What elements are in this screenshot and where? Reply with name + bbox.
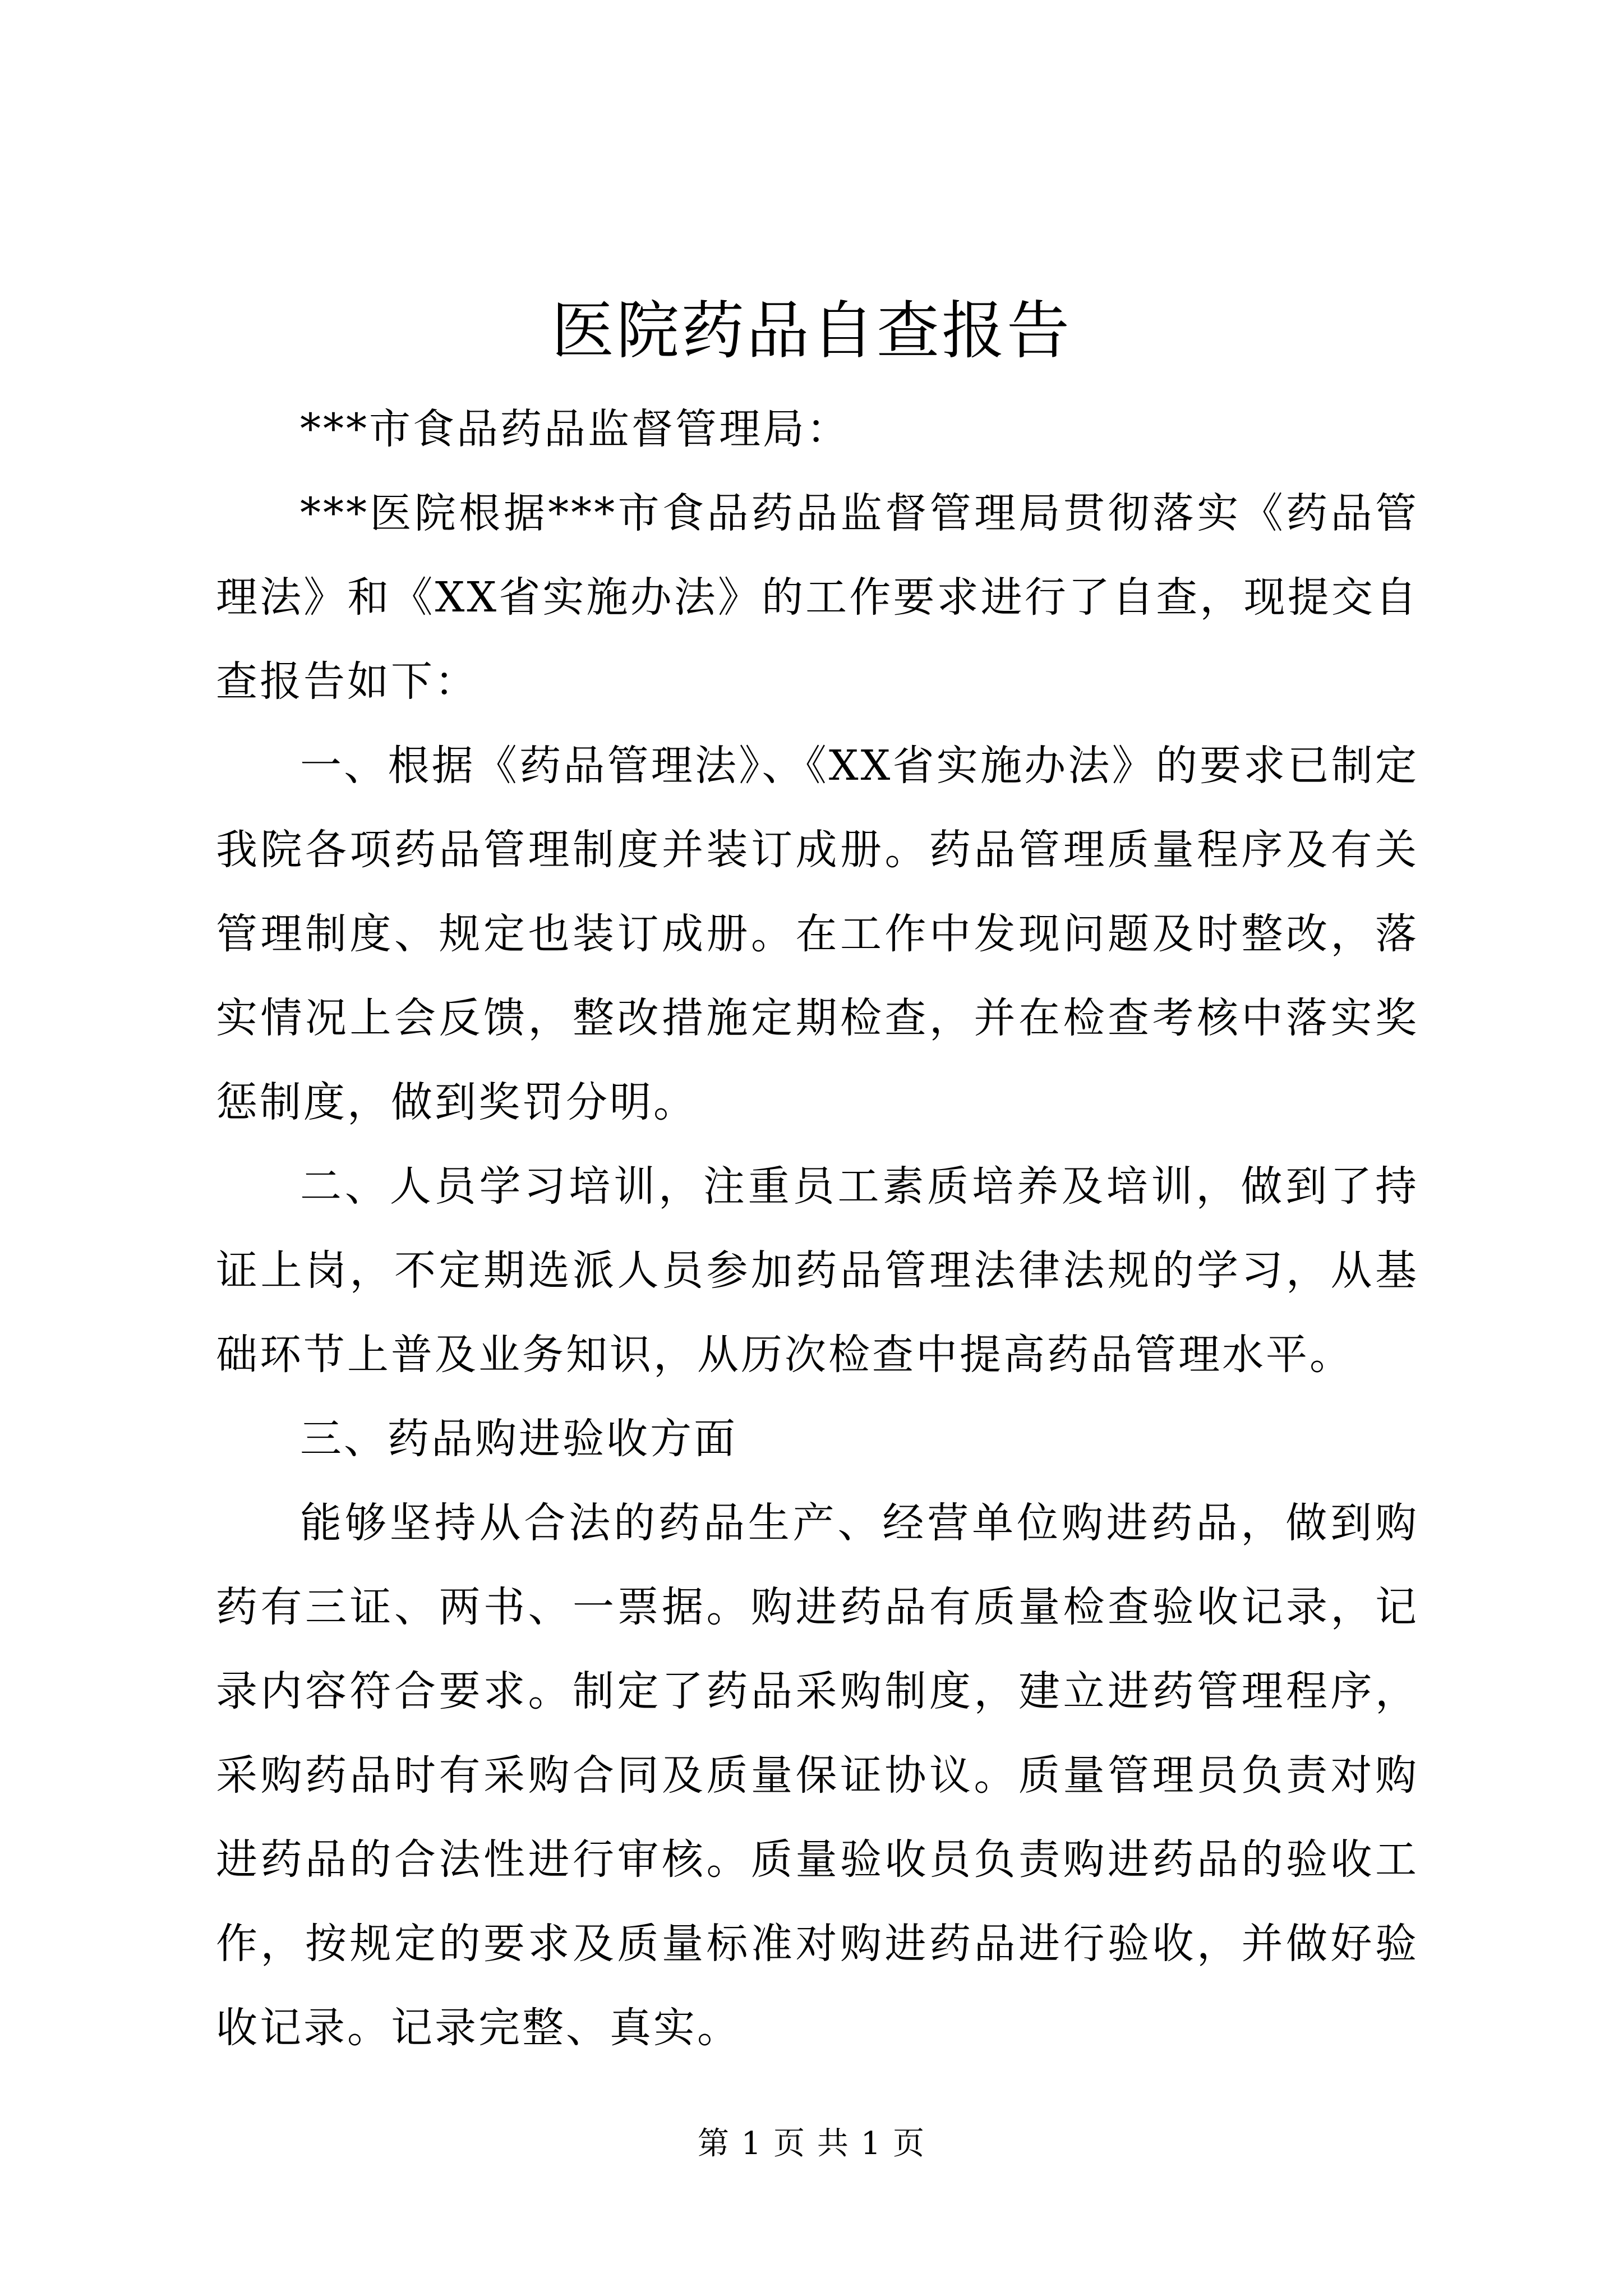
paragraph-section-3: 能够坚持从合法的药品生产、经营单位购进药品，做到购药有三证、两书、一票据。购进药品有质量检查验收记录，记录内容符合要求。制定了药品采购制度，建立进药管理程序，采购药品时有采购合同及质量保证协议。质量管理员负责对购进药品的合法性进行审核。质量验收员负责购进药品的验收工作，按规定的要求及质量标准对购进药品进行验收，并做好验收记录。记录完整、真实。 (216, 1499, 1419, 2052)
document-body (216, 387, 1419, 2070)
document-title: 医院药品自查报告 (551, 295, 1072, 367)
section-3-heading: 三、药品购进验收方面 (300, 1415, 737, 1463)
paragraph-intro: ***医院根据***市食品药品监督管理局贯彻落实《药品管理法》和《XX省实施办法》的工作要求进行了自查，现提交自查报告如下： (216, 489, 1419, 706)
paragraph-section-1: 一、根据《药品管理法》、《XX省实施办法》的要求已制定我院各项药品管理制度并装订成册。药品管理质量程序及有关管理制度、规定也装订成册。在工作中发现问题及时整改，落实情况上会反馈，整改措施定期检查，并在检查考核中落实奖惩制度，做到奖罚分明。 (216, 742, 1419, 1126)
paragraph-section-2: 二、人员学习培训，注重员工素质培养及培训，做到了持证上岗，不定期选派人员参加药品管理法律法规的学习，从基础环节上普及业务知识，从历次检查中提高药品管理水平。 (216, 1162, 1419, 1379)
salutation: ***市食品药品监督管理局： (300, 405, 850, 453)
page-footer: 第 1 页 共 1 页 (697, 2125, 926, 2162)
